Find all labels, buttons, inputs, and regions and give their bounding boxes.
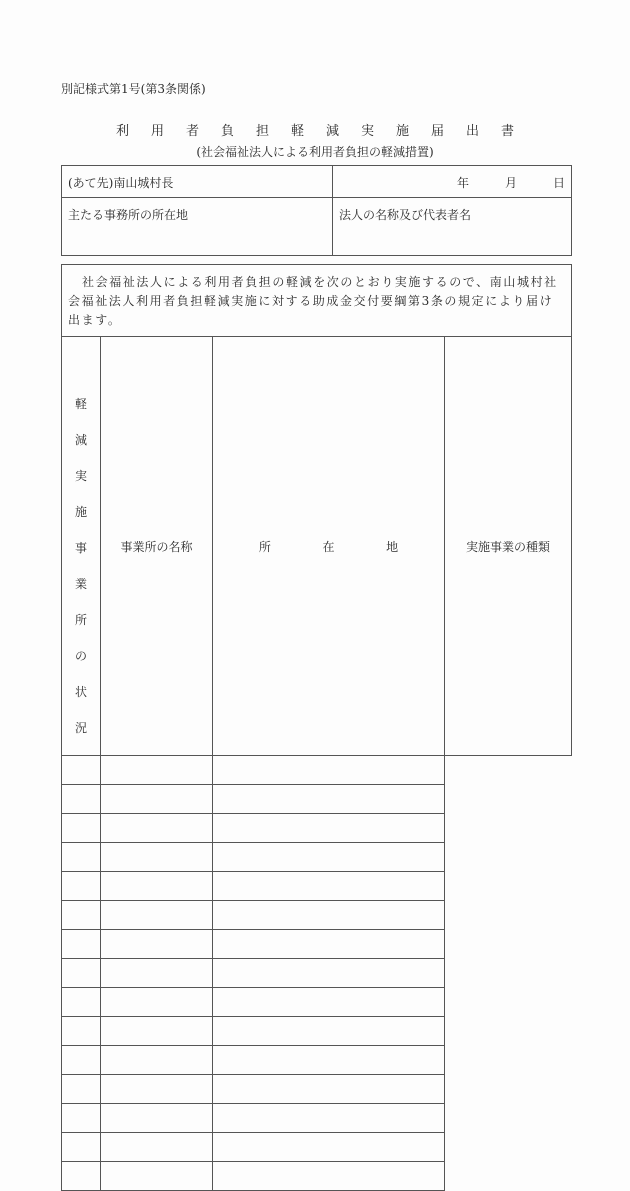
service-type-cell[interactable] [213, 1162, 445, 1191]
header-table [61, 165, 572, 256]
service-type-cell[interactable] [213, 1017, 445, 1046]
table-row [62, 988, 572, 1017]
col-header-service-type: 実施事業の種類 [445, 337, 572, 756]
name-cell[interactable] [62, 785, 101, 814]
service-type-cell[interactable] [213, 901, 445, 930]
location-cell[interactable] [101, 872, 213, 901]
name-cell[interactable] [62, 872, 101, 901]
table-row [62, 930, 572, 959]
name-cell[interactable] [62, 1133, 101, 1162]
service-type-cell[interactable] [213, 1075, 445, 1104]
side-label-char: 所 [74, 613, 87, 627]
service-type-cell[interactable] [213, 988, 445, 1017]
table-row [62, 1075, 572, 1104]
location-cell[interactable] [101, 988, 213, 1017]
location-header-char: 所 [258, 539, 271, 554]
table-row [62, 1046, 572, 1075]
table-row [62, 1133, 572, 1162]
location-cell[interactable] [101, 901, 213, 930]
service-type-cell[interactable] [213, 930, 445, 959]
service-type-cell[interactable] [213, 756, 445, 785]
office-location-cell[interactable] [62, 198, 333, 256]
location-cell[interactable] [101, 843, 213, 872]
location-cell[interactable] [101, 1017, 213, 1046]
facility-table [61, 264, 572, 1191]
corp-name-cell[interactable] [333, 198, 572, 256]
date-day: 日 [552, 176, 565, 190]
table-row [62, 901, 572, 930]
form-number: 別記様式第1号(第3条関係) [61, 82, 206, 96]
table-row [62, 1162, 572, 1191]
side-label-char: 施 [74, 505, 87, 519]
corp-name-label: 法人の名称及び代表者名 [339, 208, 472, 222]
location-cell[interactable] [101, 756, 213, 785]
date-cell[interactable] [333, 166, 572, 198]
document-subtitle: (社会福祉法人による利用者負担の軽減措置) [196, 145, 434, 159]
location-header-char: 地 [386, 539, 399, 554]
side-label-char: 軽 [74, 397, 87, 411]
addressee-cell [62, 166, 333, 198]
side-label-char: の [74, 649, 87, 663]
location-cell[interactable] [101, 1046, 213, 1075]
name-cell[interactable] [62, 814, 101, 843]
location-cell[interactable] [101, 1075, 213, 1104]
side-label-char: 業 [74, 577, 87, 591]
name-cell[interactable] [62, 959, 101, 988]
table-row [62, 959, 572, 988]
service-type-cell[interactable] [213, 1046, 445, 1075]
service-type-cell[interactable] [213, 959, 445, 988]
side-label-char: 況 [74, 721, 87, 735]
table-row [62, 814, 572, 843]
location-cell[interactable] [101, 930, 213, 959]
name-cell[interactable] [62, 843, 101, 872]
name-cell[interactable] [62, 1104, 101, 1133]
table-row [62, 756, 572, 785]
table-row [62, 1017, 572, 1046]
table-row [62, 843, 572, 872]
location-cell[interactable] [101, 1133, 213, 1162]
location-cell[interactable] [101, 959, 213, 988]
name-cell[interactable] [62, 1017, 101, 1046]
location-cell[interactable] [101, 1162, 213, 1191]
date-month: 月 [504, 176, 517, 190]
col-header-location [213, 337, 445, 756]
side-label-char: 状 [74, 685, 87, 699]
name-cell[interactable] [62, 1162, 101, 1191]
location-cell[interactable] [101, 814, 213, 843]
name-cell[interactable] [62, 901, 101, 930]
table-row [62, 1104, 572, 1133]
service-type-cell[interactable] [213, 1133, 445, 1162]
addressee: (あて先)南山城村長 [68, 176, 174, 190]
statement-paragraph: 社会福祉法人による利用者負担の軽減を次のとおり実施するので、南山城村社会福祉法人利用者負担軽減実施に対する助成金交付要綱第3条の規定により届け出ます。 [68, 275, 558, 327]
service-type-cell[interactable] [213, 814, 445, 843]
name-cell[interactable] [62, 1075, 101, 1104]
service-type-cell[interactable] [213, 1104, 445, 1133]
side-label [62, 337, 101, 756]
document-title: 利用者負担軽減実施届出書 [115, 124, 536, 139]
col-header-name: 事業所の名称 [101, 337, 213, 756]
side-label-char: 減 [74, 433, 87, 447]
side-label-char: 実 [74, 469, 87, 483]
table-row [62, 872, 572, 901]
name-cell[interactable] [62, 1046, 101, 1075]
side-label-char: 事 [74, 541, 87, 555]
table-row [62, 785, 572, 814]
location-header-char: 在 [322, 539, 335, 554]
name-cell[interactable] [62, 988, 101, 1017]
date-year: 年 [456, 176, 469, 190]
location-cell[interactable] [101, 785, 213, 814]
service-type-cell[interactable] [213, 843, 445, 872]
location-cell[interactable] [101, 1104, 213, 1133]
statement-cell [62, 265, 572, 337]
name-cell[interactable] [62, 756, 101, 785]
service-type-cell[interactable] [213, 872, 445, 901]
name-cell[interactable] [62, 930, 101, 959]
office-location-label: 主たる事務所の所在地 [68, 208, 189, 222]
service-type-cell[interactable] [213, 785, 445, 814]
